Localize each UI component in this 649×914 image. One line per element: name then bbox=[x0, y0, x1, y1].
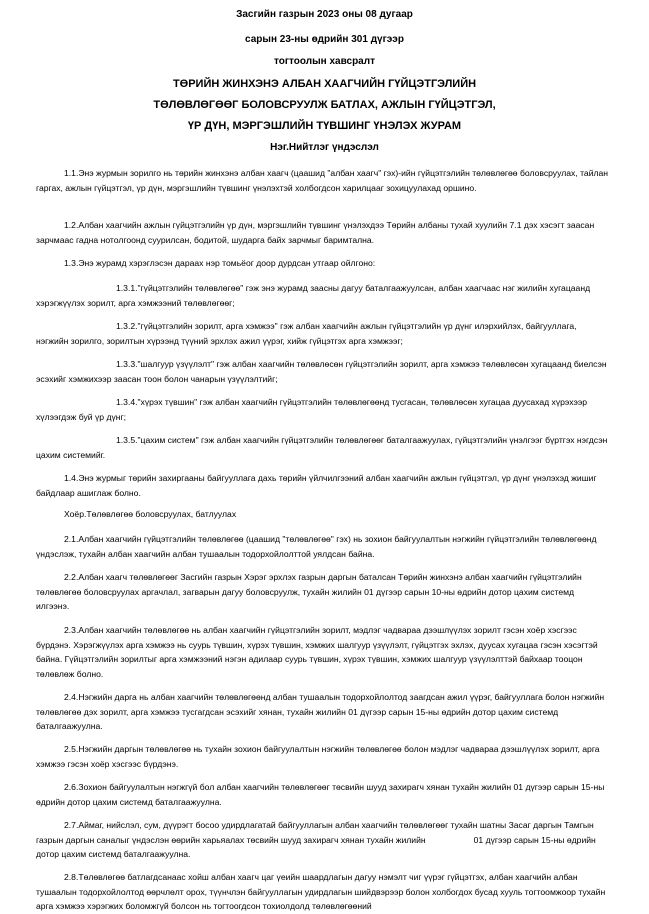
annex-header-line-3: тогтоолын хавсралт bbox=[274, 56, 375, 67]
paragraph-2-5: 2.5.Нэгжийн даргын төлөвлөгөө нь тухайн зохион байгуулалтын нэгжийн төлөвлөгөө болон мэдлэг чадвараа дээшлүүлэх зорилт, арга хэмжээ гэсэн хоёр хэсгээс бүрдэнэ. bbox=[36, 744, 600, 769]
paragraph-2-8: 2.8.Төлөвлөгөө батлагдсанаас хойш албан хаагч цаг үеийн шаардлагын дагуу нэмэлт чиг үүрэг гүйцэтгэх, албан хаагчийн албан тушаалын тодорхойлолтод өөрчлөлт орох, түүнчлэн байгууллагын удирдлагын шийдвэрээр болон холбогдох бусад хууль тогтоомжоор тухайн арга хэмжээ хэрэгжих боломжгүй болсон нь тогтоогдсон тохиолдолд төлөвлөгөөний bbox=[36, 872, 606, 912]
document-title-line-2: ТӨЛӨВЛӨГӨӨГ БОЛОВСРУУЛЖ БАТЛАХ, АЖЛЫН ГҮЙЦЭТГЭЛ, bbox=[153, 99, 496, 111]
paragraph-1-3: 1.3.Энэ журамд хэрэглэсэн дараах нэр томьёог доор дурдсан утгаар ойлгоно: bbox=[64, 258, 376, 268]
annex-header-line-1: Засгийн газрын 2023 оны 08 дугаар bbox=[236, 9, 413, 20]
document-title-line-3: ҮР ДҮН, МЭРГЭШЛИЙН ТҮВШИНГ ҮНЭЛЭХ ЖУРАМ bbox=[187, 120, 462, 132]
paragraph-2-4: 2.4.Нэгжийн дарга нь албан хаагчийн төлөвлөгөөнд албан тушаалын тодорхойлолтод заагдсан ажил үүрэг, байгууллага болон нэгжийн төлөвлөгөө дэх зорилт, арга хэмжээ тусгагдсан эсэхийг хянан, тухайн жилийн 01 дүгээр сарын 15-ны өдрийн дотор цахим системд баталгаажуулна. bbox=[36, 692, 605, 732]
annex-header-line-2: сарын 23-ны өдрийн 301 дүгээр bbox=[245, 34, 404, 45]
paragraph-1-3-2: 1.3.2."гүйцэтгэлийн зорилт, арга хэмжээ" гэж албан хаагчийн ажлын гүйцэтгэлийн үр дүнг илэрхийлэх, байгууллага, нэгжийн зорилго, зорилтын хүрээнд түүний эрхлэх ажил үүрэг, хийж гүйцэтгэх арга хэмжээг; bbox=[36, 321, 577, 346]
paragraph-1-4: 1.4.Энэ журмыг төрийн захиргааны байгууллага дахь төрийн үйлчилгээний албан хаагчийн ажлын гүйцэтгэл, үр дүнг үнэлэхэд жишиг байдлаар ашиглаж болно. bbox=[36, 473, 597, 498]
paragraph-2-7-text-b: дүгээр сарын 15-ны өдрийн дотор цахим системд баталгаажуулна. bbox=[36, 834, 596, 860]
paragraph-1-3-5: 1.3.5."цахим систем" гэж албан хаагчийн гүйцэтгэлийн төлөвлөгөөг баталгаажуулах, гүйцэтгэлийн үнэлгээг бүртгэх нэгдсэн цахим системийг. bbox=[36, 435, 608, 460]
paragraph-1-3-4: 1.3.4."хүрэх түвшин" гэж албан хаагчийн гүйцэтгэлийн төлөвлөгөөнд тусгасан, төлөвлөсөн хугацаа дуусахад хүрэхээр хүлээгдэж буй үр дүнг; bbox=[36, 397, 588, 422]
paragraph-2-2: 2.2.Албан хаагч төлөвлөгөөг Засгийн газрын Хэрэг эрхлэх газрын даргын баталсан Төрийн жинхэнэ албан хаагчийн гүйцэтгэлийн төлөвлөгөө боловсруулах аргачлал, загварын дагуу боловсруулж, тухайн жилийн 01 дүгээр сарын 10-ны өдрийн дотор цахим системд илгээнэ. bbox=[36, 572, 582, 612]
paragraph-2-7-text-a: 2.7.Аймаг, нийслэл, сум, дүүрэгт босоо удирдлагатай байгууллагын албан хаагчийн төлөвлөгөөг тухайн шатны Засаг даргын Тамгын газрын даргын саналыг үндэслэн өөрийн харьяалах төсвийн шууд захирагч хянан тухайн жилийн bbox=[36, 820, 594, 845]
paragraph-1-1: 1.1.Энэ журмын зорилго нь төрийн жинхэнэ албан хаагч (цаашид "албан хаагч" гэх)-ийн гүйцэтгэлийн төлөвлөгөө боловсруулах, тайлан гаргах, ажлын гүйцэтгэл, үр дүн, мэргэшлийн түвшинг үнэлэхтэй холбогдсон харилцааг зохицуулахад оршино. bbox=[36, 168, 609, 193]
paragraph-2-6: 2.6.Зохион байгуулалтын нэгжгүй бол албан хаагчийн төлөвлөгөөг төсвийн шууд захирагч хянан тухайн жилийн 01 дүгээр сарын 15-ны өдрийн дотор цахим системд баталгаажуулна. bbox=[36, 782, 605, 807]
paragraph-2-3: 2.3.Албан хаагчийн төлөвлөгөө нь албан хаагчийн гүйцэтгэлийн зорилт, мэдлэг чадвараа дээшлүүлэх зорилт гэсэн хоёр хэсгээс бүрдэнэ. Хэрэгжүүлэх арга хэмжээ нь суурь түвшин, хүрэх түвшин, хэмжих шалгуур үзүүлэлт, гүйцэтгэх эхлэх, дуусах хугацаа гэсэн хэсэгтэй байна. Гүйцэтгэлийн зорилтыг арга хэмжээний нэгэн адилаар суурь түвшин, хүрэх түвшин, хэмжих шалгуур үзүүлэлттэй байхаар тооцон төлөвлөж болно. bbox=[36, 625, 598, 679]
section-1-heading: Нэг.Нийтлэг үндэслэл bbox=[270, 142, 379, 153]
paragraph-2-7 bbox=[36, 818, 609, 862]
paragraph-1-2: 1.2.Албан хаагчийн ажлын гүйцэтгэлийн үр дүн, мэргэшлийн түвшинг үнэлэхдээ Төрийн албаны тухай хуулийн 7.1 дэх хэсэгт заасан зарчмаас гадна нотолгоонд суурилсан, бодитой, шударга байх зарчмыг баримтална. bbox=[36, 220, 595, 245]
document-title-line-1: ТӨРИЙН ЖИНХЭНЭ АЛБАН ХААГЧИЙН ГҮЙЦЭТГЭЛИЙН bbox=[172, 78, 477, 90]
paragraph-2-7-month: 01 bbox=[473, 834, 484, 845]
section-2-heading: Хоёр.Төлөвлөгөө боловсруулах, батлуулах bbox=[64, 509, 237, 519]
paragraph-1-3-1: 1.3.1."гүйцэтгэлийн төлөвлөгөө" гэж энэ журамд заасны дагуу баталгаажуулсан, албан хаагчаас нэг жилийн хугацаанд хэрэгжүүлэх зорилт, арга хэмжээний төлөвлөгөөг; bbox=[36, 283, 591, 308]
paragraph-2-1: 2.1.Албан хаагчийн гүйцэтгэлийн төлөвлөгөө (цаашид "төлөвлөгөө" гэх) нь зохион байгуулалтын нэгжийн гүйцэтгэлийн төлөвлөгөөнд үндэслэж, тухайн албан хаагчийн албан тушаалын тодорхойлолттой уялдсан байна. bbox=[36, 534, 597, 559]
paragraph-1-3-3: 1.3.3."шалгуур үзүүлэлт" гэж албан хаагчийн төлөвлөсөн гүйцэтгэлийн зорилт, арга хэмжээ төлөвлөсөн хугацаанд биелсэн эсэхийг хэмжихээр заасан тоон болон чанарын үзүүлэлтийг; bbox=[36, 359, 607, 384]
